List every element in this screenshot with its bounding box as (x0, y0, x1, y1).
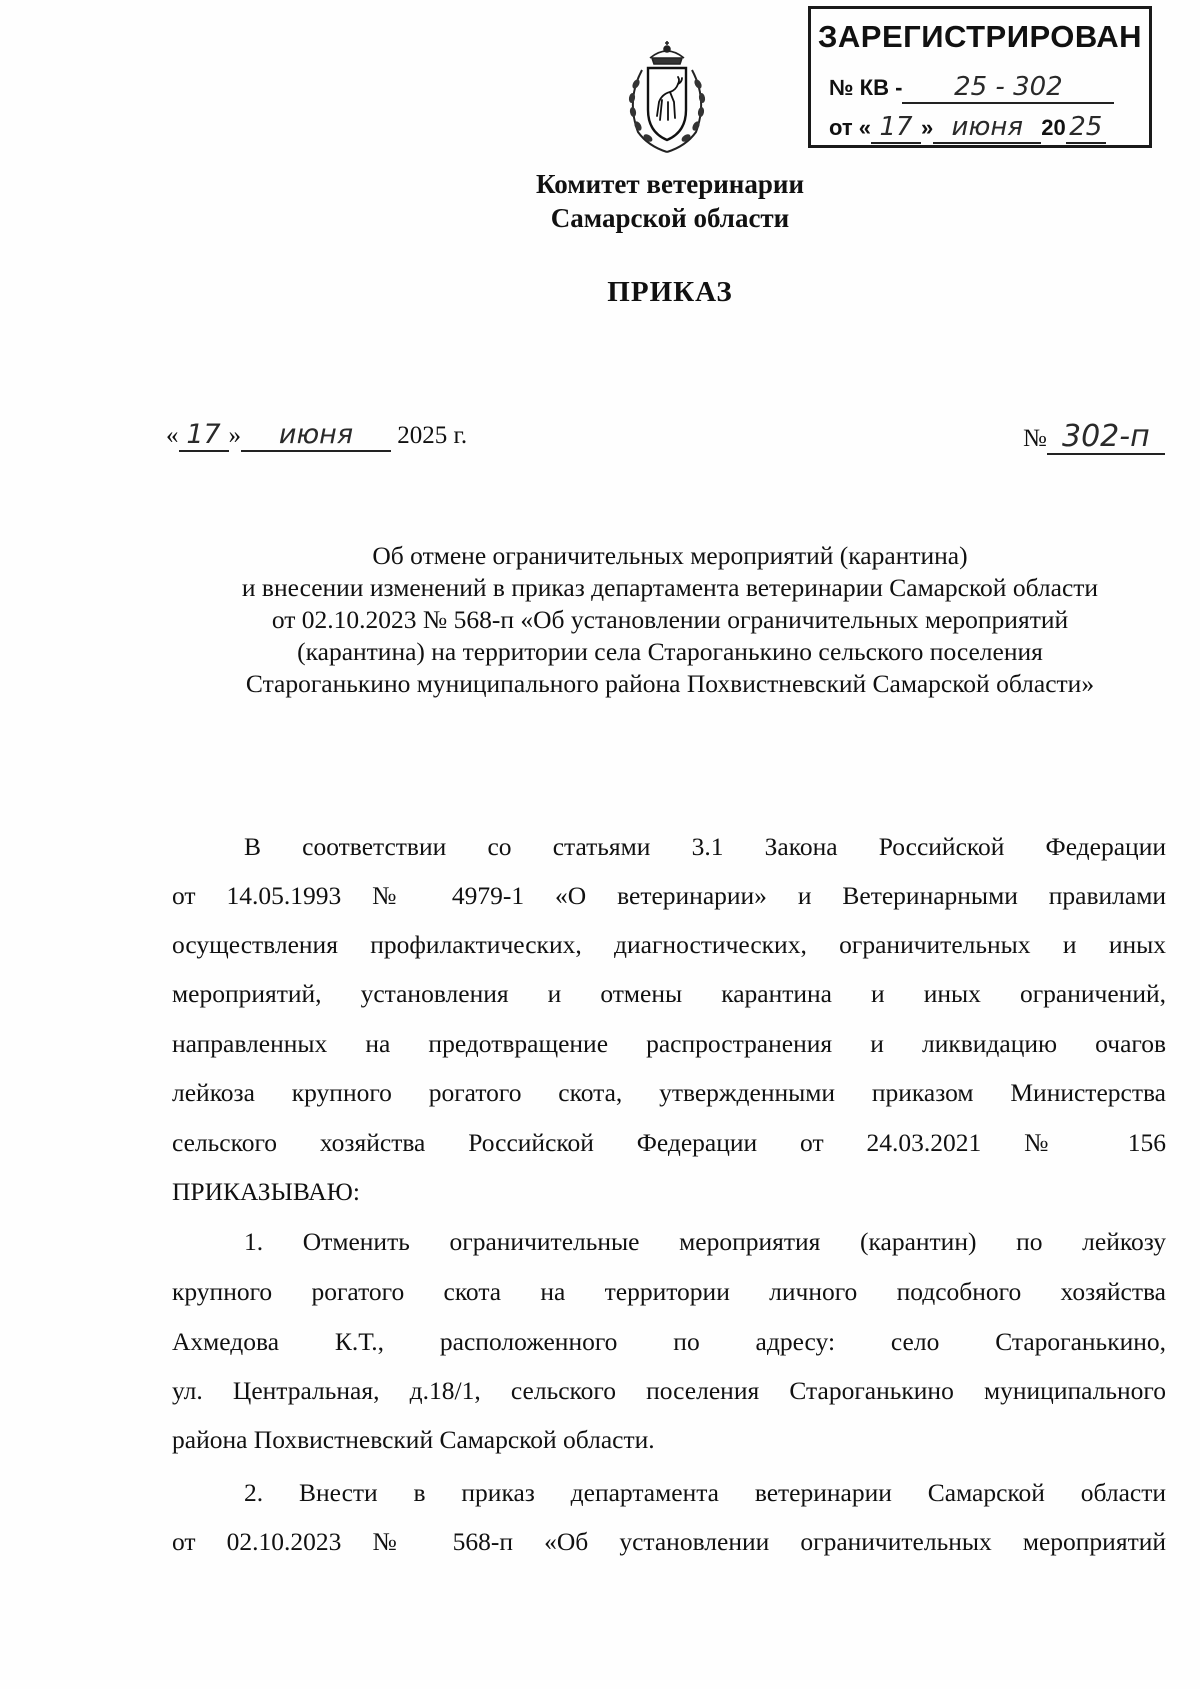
body-line: ул. Центральная, д.18/1, сельского поселения Староганькино муниципального (172, 1376, 1166, 1405)
body-line-item1: 1. Отменить ограничительные мероприятия (карантин) по лейкозу (244, 1227, 1166, 1256)
body-line: Ахмедова К.Т., расположенного по адресу: село Староганькино, (172, 1327, 1166, 1356)
body-line-item2: 2. Внести в приказ департамента ветеринарии Самарской области (244, 1478, 1166, 1507)
body-line: мероприятий, установления и отмены карантина и иных ограничений, (172, 979, 1166, 1008)
body-line: сельского хозяйства Российской Федерации от 24.03.2021 № 156 (172, 1128, 1166, 1157)
order-title-line: (карантина) на территории села Староганькино сельского поселения (297, 637, 1043, 666)
samara-coat-of-arms-icon (612, 40, 722, 160)
stamp-title: ЗАРЕГИСТРИРОВАН (817, 19, 1143, 54)
stamp-year-suffix: 25 (1066, 113, 1106, 144)
stamp-year-prefix: 20 (1041, 115, 1066, 140)
body-line: от 02.10.2023 № 568-п «Об установлении ограничительных мероприятий (172, 1527, 1166, 1556)
order-date-open: « (166, 422, 179, 449)
order-number-value: 302-п (1047, 420, 1165, 455)
stamp-date-row (829, 113, 1106, 144)
order-title (150, 540, 1190, 700)
order-title-line: от 02.10.2023 № 568-п «Об установлении ограничительных мероприятий (271, 605, 1069, 634)
order-title-line: Староганькино муниципального района Похвистневский Самарской области» (245, 669, 1095, 698)
stamp-date-prefix: от « (829, 115, 872, 140)
body-line: осуществления профилактических, диагностических, ограничительных и иных (172, 930, 1166, 959)
order-number-label: № (1023, 425, 1047, 452)
body-line: направленных на предотвращение распространения и ликвидацию очагов (172, 1029, 1166, 1058)
registration-stamp (808, 6, 1152, 148)
stamp-number-label: № КВ - (829, 75, 903, 100)
stamp-number-value: 25 - 302 (902, 73, 1114, 104)
order-date-year: 2025 г. (397, 422, 468, 449)
order-title-line: Об отмене ограничительных мероприятий (карантина) (372, 541, 968, 570)
order-date-month: июня (241, 420, 391, 452)
org-name-line2: Самарской области (550, 203, 790, 233)
order-title-line: и внесении изменений в приказ департамента ветеринарии Самарской области (241, 573, 1099, 602)
stamp-date-month: июня (933, 113, 1041, 144)
body-line: лейкоза крупного рогатого скота, утвержденными приказом Министерства (172, 1078, 1166, 1107)
order-date-close: » (228, 422, 241, 449)
body-line: В соответствии со статьями 3.1 Закона Российской Федерации (244, 832, 1166, 861)
org-name-line1: Комитет ветеринарии (536, 169, 804, 199)
order-date (166, 420, 467, 452)
body-line: от 14.05.1993 № 4979-1 «О ветеринарии» и Ветеринарными правилами (172, 881, 1166, 910)
body-line-orders: ПРИКАЗЫВАЮ: (172, 1177, 360, 1206)
stamp-date-sep: » (921, 115, 934, 140)
stamp-number-row (829, 73, 1114, 104)
body-line: крупного рогатого скота на территории личного подсобного хозяйства (172, 1277, 1166, 1306)
order-date-day: 17 (179, 420, 229, 452)
stamp-date-day: 17 (871, 113, 921, 144)
order-number (1023, 420, 1165, 455)
body-line: района Похвистневский Самарской области. (172, 1425, 655, 1454)
document-type: ПРИКАЗ (607, 276, 733, 308)
